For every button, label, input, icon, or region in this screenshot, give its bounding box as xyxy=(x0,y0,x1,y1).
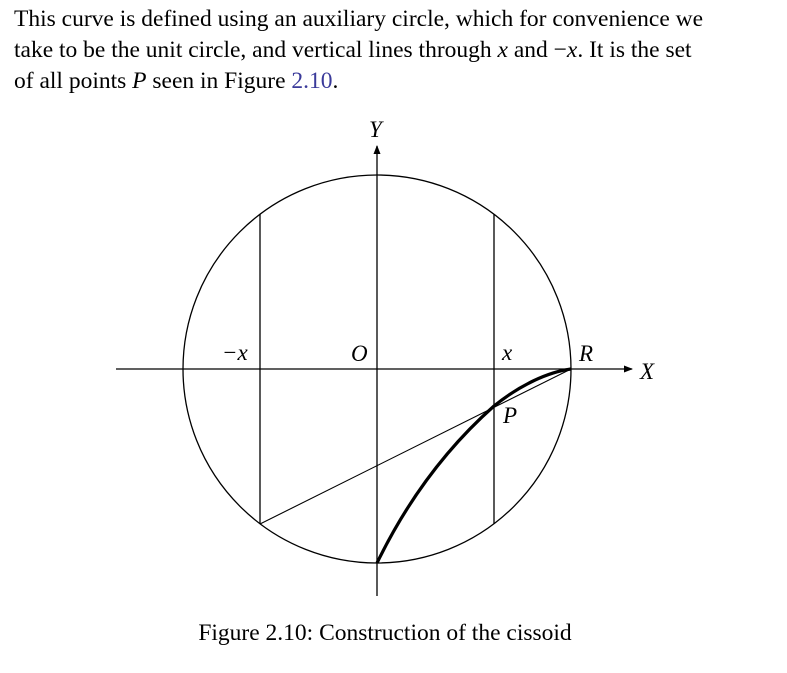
paragraph-line-1: This curve is defined using an auxiliary circle, which for convenience we xyxy=(14,6,704,32)
math-x: x xyxy=(566,37,578,63)
label-minus-x: −x xyxy=(222,340,248,365)
text-run: . xyxy=(332,68,339,94)
text-run: take to be the unit circle, and vertical lines through xyxy=(14,37,498,63)
math-x: x xyxy=(497,37,508,63)
cissoid-curve xyxy=(377,369,571,563)
text-run: and − xyxy=(507,37,567,63)
label-y-axis: Y xyxy=(369,117,382,142)
text-run: of all points xyxy=(14,68,133,94)
line-r-to-lower-left xyxy=(260,369,571,524)
label-p: P xyxy=(503,403,518,428)
label-x: x xyxy=(502,340,513,365)
math-p: P xyxy=(132,68,147,94)
figure-reference-link[interactable]: 2.10 xyxy=(291,68,333,94)
label-origin: O xyxy=(351,341,368,366)
label-x-axis: X xyxy=(640,359,655,384)
text-run: . It is the set xyxy=(577,37,692,63)
text-run: seen in Figure xyxy=(146,68,292,94)
figure-caption: Figure 2.10: Construction of the cissoid xyxy=(198,620,572,646)
label-r: R xyxy=(579,341,594,366)
